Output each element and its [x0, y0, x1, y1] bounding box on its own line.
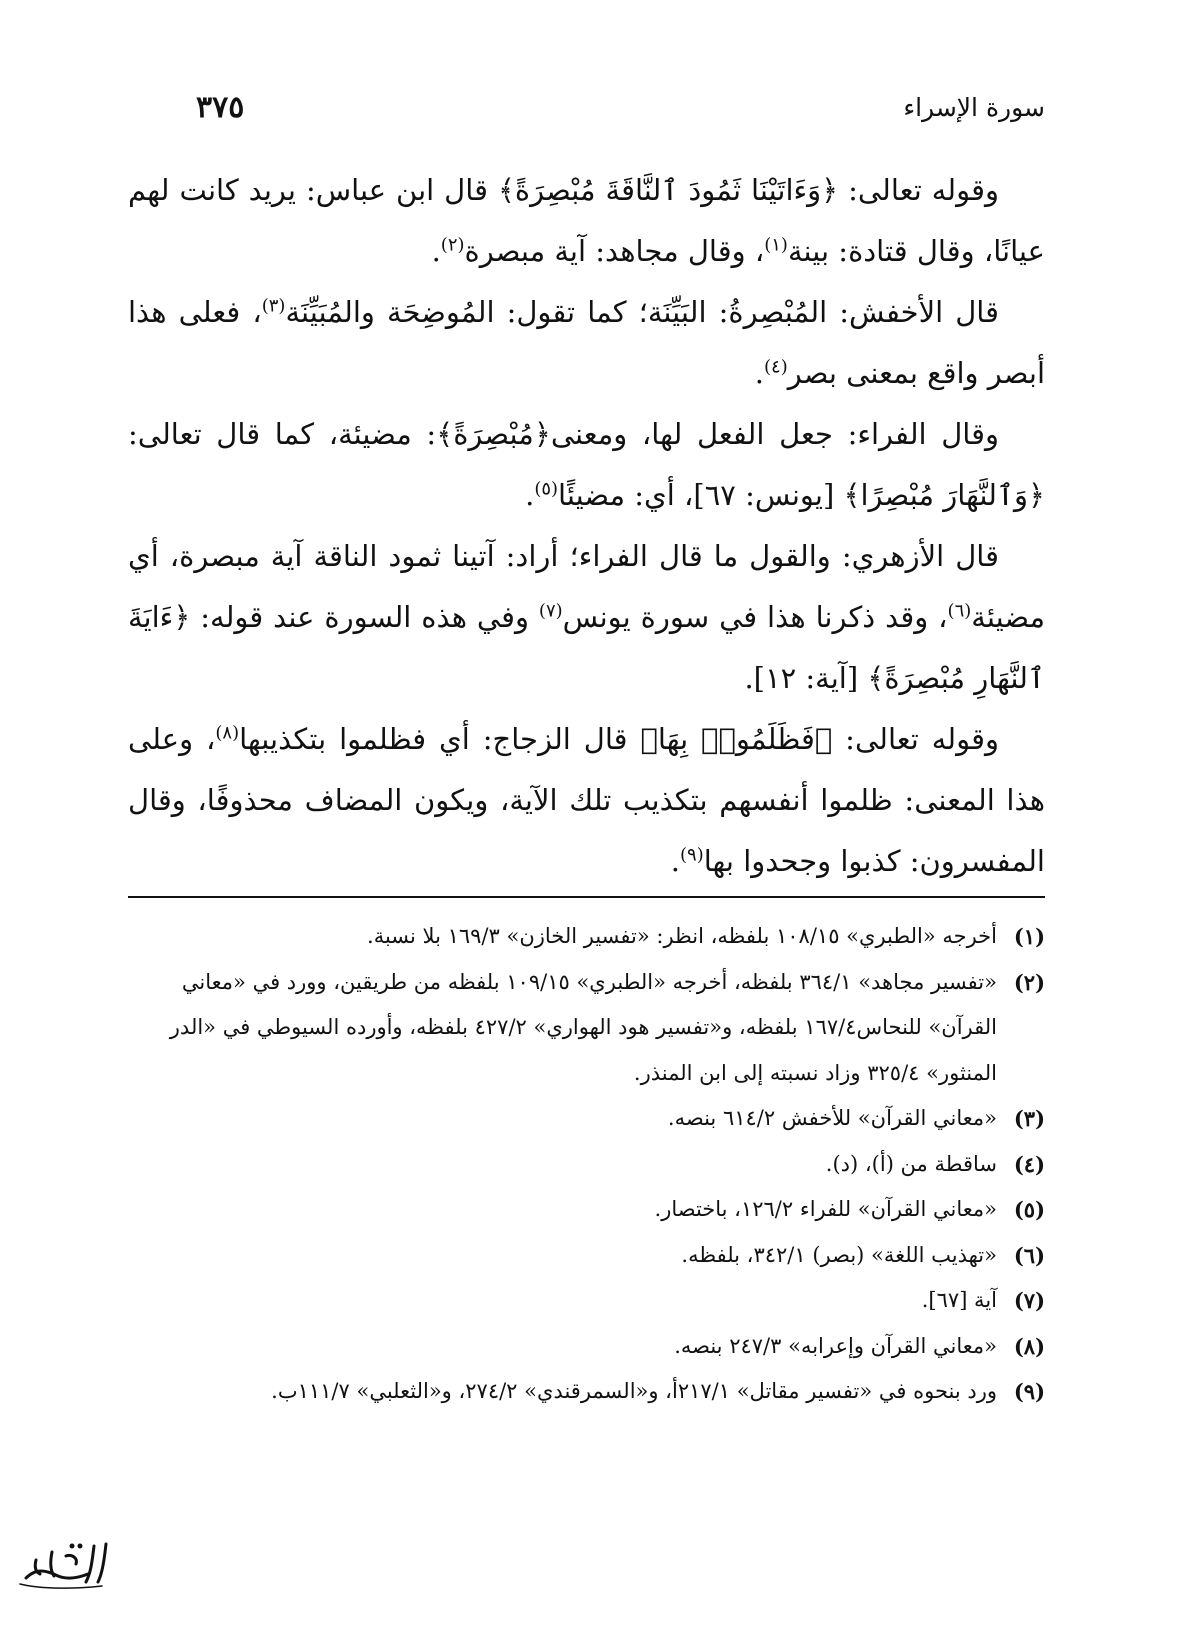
text-run: ، فعلى هذا أبصر واقع بمعنى بصر	[128, 295, 1045, 390]
footnotes	[128, 914, 1045, 1415]
text-run: .	[670, 844, 680, 878]
footnote-ref: (٥)	[534, 478, 559, 500]
footnote-text: أخرجه «الطبري» ١٠٨/١٥ بلفظه، انظر: «تفسير الخازن» ١٦٩/٣ بلا نسبة.	[367, 924, 997, 948]
text-run: .	[431, 234, 441, 268]
footnote	[128, 1187, 1045, 1233]
footnote	[128, 1233, 1045, 1279]
footnote	[128, 1369, 1045, 1415]
quran-quote: ﴿ءَايَةَ ٱلنَّهَارِ مُبْصِرَةً﴾	[128, 600, 1045, 695]
footnote	[128, 960, 1045, 1097]
footnote-ref: (٩)	[679, 844, 704, 866]
footnote-ref: (٧)	[538, 600, 563, 622]
footnote-ref: (٢)	[440, 234, 465, 256]
footnote	[128, 1142, 1045, 1188]
footnote-text: ساقطة من (أ)، (د).	[825, 1151, 997, 1176]
text-run: قال الزجاج: أي فظلموا بتكذيبها	[239, 722, 641, 756]
text-run: قال الأخفش: المُبْصِرةُ: البَيِّنَة؛ كما تقول: المُوضِحَة والمُبَيِّنَة	[285, 295, 1000, 329]
text-run: : مضيئة، كما قال تعالى:	[128, 417, 437, 451]
footnote-ref: (١)	[764, 234, 788, 256]
footnote-text: «معاني القرآن» للفراء ١٢٦/٢، باختصار.	[654, 1197, 997, 1221]
running-head	[128, 88, 1045, 128]
text-run: ، وعلى هذا المعنى: ظلموا أنفسهم بتكذيب تلك الآية، ويكون المضاف محذوفًا، وقال المفسرون: كذبوا وجحدوا بها	[128, 722, 1045, 878]
text-run: ، وقد ذكرنا هذا في سورة يونس	[562, 600, 948, 634]
text-run: [يونس: ٦٧]، أي: مضيئًا	[558, 478, 844, 512]
quran-quote: ﴿فَظَلَمُوا۟ بِهَا﴾	[640, 722, 833, 756]
footnote-text: «تهذيب اللغة» (بصر) ٣٤٢/١، بلفظه.	[681, 1242, 997, 1267]
quran-quote: ﴿مُبْصِرَةً﴾	[436, 417, 551, 451]
footnote-text: «تفسير مجاهد» ٣٦٤/١ بلفظه، أخرجه «الطبري» ١٠٩/١٥ بلفظه من طريقين، وورد في «معاني القرآن» للنحاس١٦٧/٤ بلفظه، و«تفسير هود الهواري» ٤٢٧/٢ بلفظه، وأورده السيوطي في «الدر المنثور» ٣٢٥/٤ وزاد نسبته إلى ابن المنذر.	[169, 969, 997, 1085]
footnote-text: «معاني القرآن وإعرابه» ٢٤٧/٣ بنصه.	[674, 1333, 997, 1358]
text-run: ، وقال مجاهد: آية مبصرة	[464, 234, 765, 268]
surah-name: سورة الإسراء	[903, 93, 1045, 122]
footnote-number: (٢)	[1013, 969, 1045, 995]
text-run: .	[754, 356, 764, 390]
main-text	[128, 160, 1045, 892]
publisher-logo	[6, 1532, 118, 1598]
footnote	[128, 1278, 1045, 1324]
footnote-number: (١)	[1013, 924, 1045, 949]
paragraph	[128, 282, 1045, 404]
footnote-ref: (٤)	[764, 356, 788, 378]
footnote-ref: (٣)	[261, 295, 286, 317]
footnote-number: (٥)	[1013, 1197, 1045, 1222]
text-run: وفي هذه السورة عند قوله:	[190, 600, 539, 634]
footnote-ref: (٦)	[947, 600, 972, 622]
text-run: [آية: ١٢].	[744, 661, 868, 695]
footnote	[128, 1324, 1045, 1370]
text-run: .	[525, 478, 535, 512]
quran-quote: ﴿وَءَاتَيْنَا ثَمُودَ ٱلنَّاقَةَ مُبْصِرَةً﴾	[497, 173, 839, 207]
book-page	[128, 0, 1045, 1650]
footnote-separator	[128, 896, 1045, 898]
text-run: وقوله تعالى:	[838, 173, 999, 207]
text-run: وقال الفراء: جعل الفعل لها، ومعنى	[550, 417, 1000, 451]
footnote	[128, 914, 1045, 960]
footnote-number: (٤)	[1013, 1151, 1045, 1177]
quran-quote: ﴿وَٱلنَّهَارَ مُبْصِرًا﴾	[843, 478, 1045, 512]
footnote-text: ورد بنحوه في «تفسير مقاتل» ٢١٧/١أ، و«السمرقندي» ٢٧٤/٢، و«الثعلبي» ١١١/٧ب.	[271, 1379, 997, 1403]
footnote-text: آية [٦٧].	[921, 1288, 997, 1312]
footnote	[128, 1096, 1045, 1142]
footnote-number: (٩)	[1013, 1379, 1045, 1404]
footnote-ref: (٨)	[215, 722, 240, 744]
footnote-number: (٦)	[1013, 1242, 1045, 1268]
paragraph	[128, 526, 1045, 709]
paragraph	[128, 160, 1045, 282]
footnote-number: (٨)	[1013, 1333, 1045, 1359]
text-run: قال ابن عباس: يريد كانت لهم عيانًا، وقال قتادة: بينة	[128, 173, 1045, 268]
text-run: وقوله تعالى:	[832, 722, 999, 756]
paragraph	[128, 709, 1045, 892]
paragraph	[128, 404, 1045, 526]
footnote-text: «معاني القرآن» للأخفش ٦١٤/٢ بنصه.	[667, 1106, 997, 1130]
footnote-number: (٣)	[1013, 1106, 1045, 1131]
page-number: ٣٧٥	[196, 90, 245, 125]
text-run: قال الأزهري: والقول ما قال الفراء؛ أراد: آتينا ثمود الناقة آية مبصرة، أي مضيئة	[128, 539, 1045, 634]
footnote-number: (٧)	[1013, 1288, 1045, 1313]
